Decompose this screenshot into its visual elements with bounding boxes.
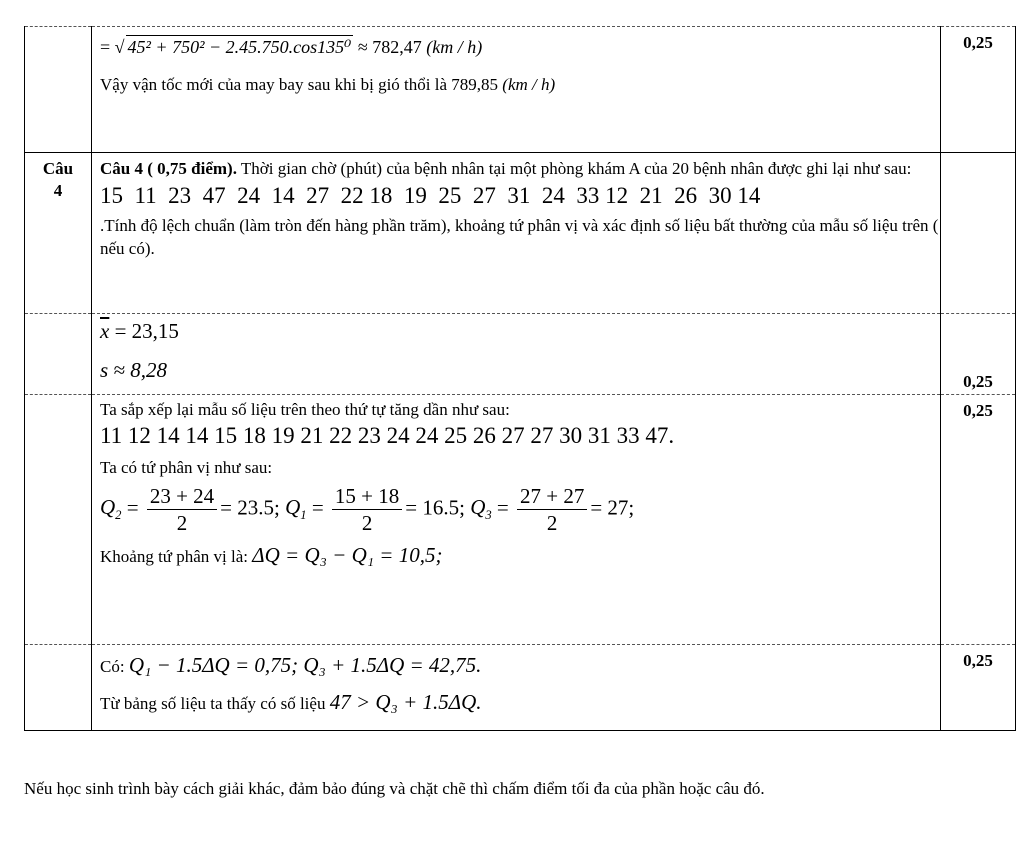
score-cell: 0,25: [941, 27, 1016, 153]
data-line: 15 11 23 47 24 14 27 22 18 19 25 27 31 24 33 12 21 26 30 14: [100, 183, 761, 208]
table-row: [25, 645, 1016, 731]
question-title: Câu 4 ( 0,75 điểm).: [100, 159, 237, 178]
q2-fraction: $\frac{23 + 24}{2}$: [147, 483, 217, 536]
iqr-line: Khoảng tứ phân vị là: ΔQ = Q₃ − Q₁ = 10,5;: [100, 543, 443, 567]
q3-fraction: $\frac{27 + 27}{2}$: [517, 483, 587, 536]
question-cell: [25, 27, 92, 153]
outlier-bounds: Có: Q₁ − 1.5ΔQ = 0,75; Q₃ + 1.5ΔQ = 42,75.: [100, 653, 482, 677]
outlier-cell: [92, 645, 941, 731]
q1-fraction: $\frac{15 + 18}{2}$: [332, 483, 402, 536]
question-label: Câu 4: [25, 153, 92, 314]
grading-note: Nếu học sinh trình bày cách giải khác, đảm bảo đúng và chặt chẽ thì chấm điểm tối đa của phần hoặc câu đó.: [24, 779, 765, 798]
velocity-formula: = √ 45² + 750² − 2.45.750.cos135⁰ ≈ 782,47 (km / h): [100, 37, 483, 57]
radicand: 45² + 750² − 2.45.750.cos135⁰: [127, 37, 352, 57]
table-row: [25, 314, 1016, 395]
question-intro: Câu 4 ( 0,75 điểm). Thời gian chờ (phút) của bệnh nhân tại một phòng khám A của 20 bệnh nhân được ghi lại như sau:: [100, 159, 912, 178]
answer-cell: [92, 27, 941, 153]
mean-sd-cell: [92, 314, 941, 395]
sort-text: Ta sắp xếp lại mẫu số liệu trên theo thứ tự tăng dần như sau:: [100, 400, 510, 419]
sorted-line: 11 12 14 14 15 18 19 21 22 23 24 24 25 26 27 27 30 31 33 47.: [100, 423, 675, 448]
outlier-conclusion: Từ bảng số liệu ta thấy có số liệu 47 > Q₃ + 1.5ΔQ.: [100, 690, 482, 714]
mean-formula: $\overline{x} = 23,15$: [100, 319, 179, 343]
question-task: .Tính độ lệch chuẩn (làm tròn đến hàng phần trăm), khoảng tứ phân vị và xác định số liệu bất thường của mẫu số liệu trên ( nếu có).: [100, 216, 939, 258]
score-cell: [941, 153, 1016, 314]
quartile-cell: [92, 395, 941, 645]
quartile-intro: Ta có tứ phân vị như sau:: [100, 458, 273, 477]
quartile-formulas: $Q_2$ = $\frac{23 + 24}{2}$ = 23.5; $Q_1$ = $\frac{15 + 18}{2}$ = 16.5; $Q_3$ = $\frac{27 + 27}{2}$ = 27;: [100, 484, 635, 535]
score-cell: 0,25: [941, 395, 1016, 645]
table-row: [25, 395, 1016, 645]
velocity-conclusion: Vậy vận tốc mới của may bay sau khi bị gió thổi là 789,85 (km / h): [100, 75, 556, 94]
grading-table: [24, 26, 1016, 731]
table-row: [25, 27, 1016, 153]
score-cell: 0,25: [941, 314, 1016, 395]
table-row: [25, 153, 1016, 314]
question-text-cell: [92, 153, 941, 314]
iqr-formula: ΔQ = Q₃ − Q₁ = 10,5;: [252, 543, 443, 567]
score-cell: 0,25: [941, 645, 1016, 731]
sd-formula: s ≈ 8,28: [100, 358, 167, 382]
